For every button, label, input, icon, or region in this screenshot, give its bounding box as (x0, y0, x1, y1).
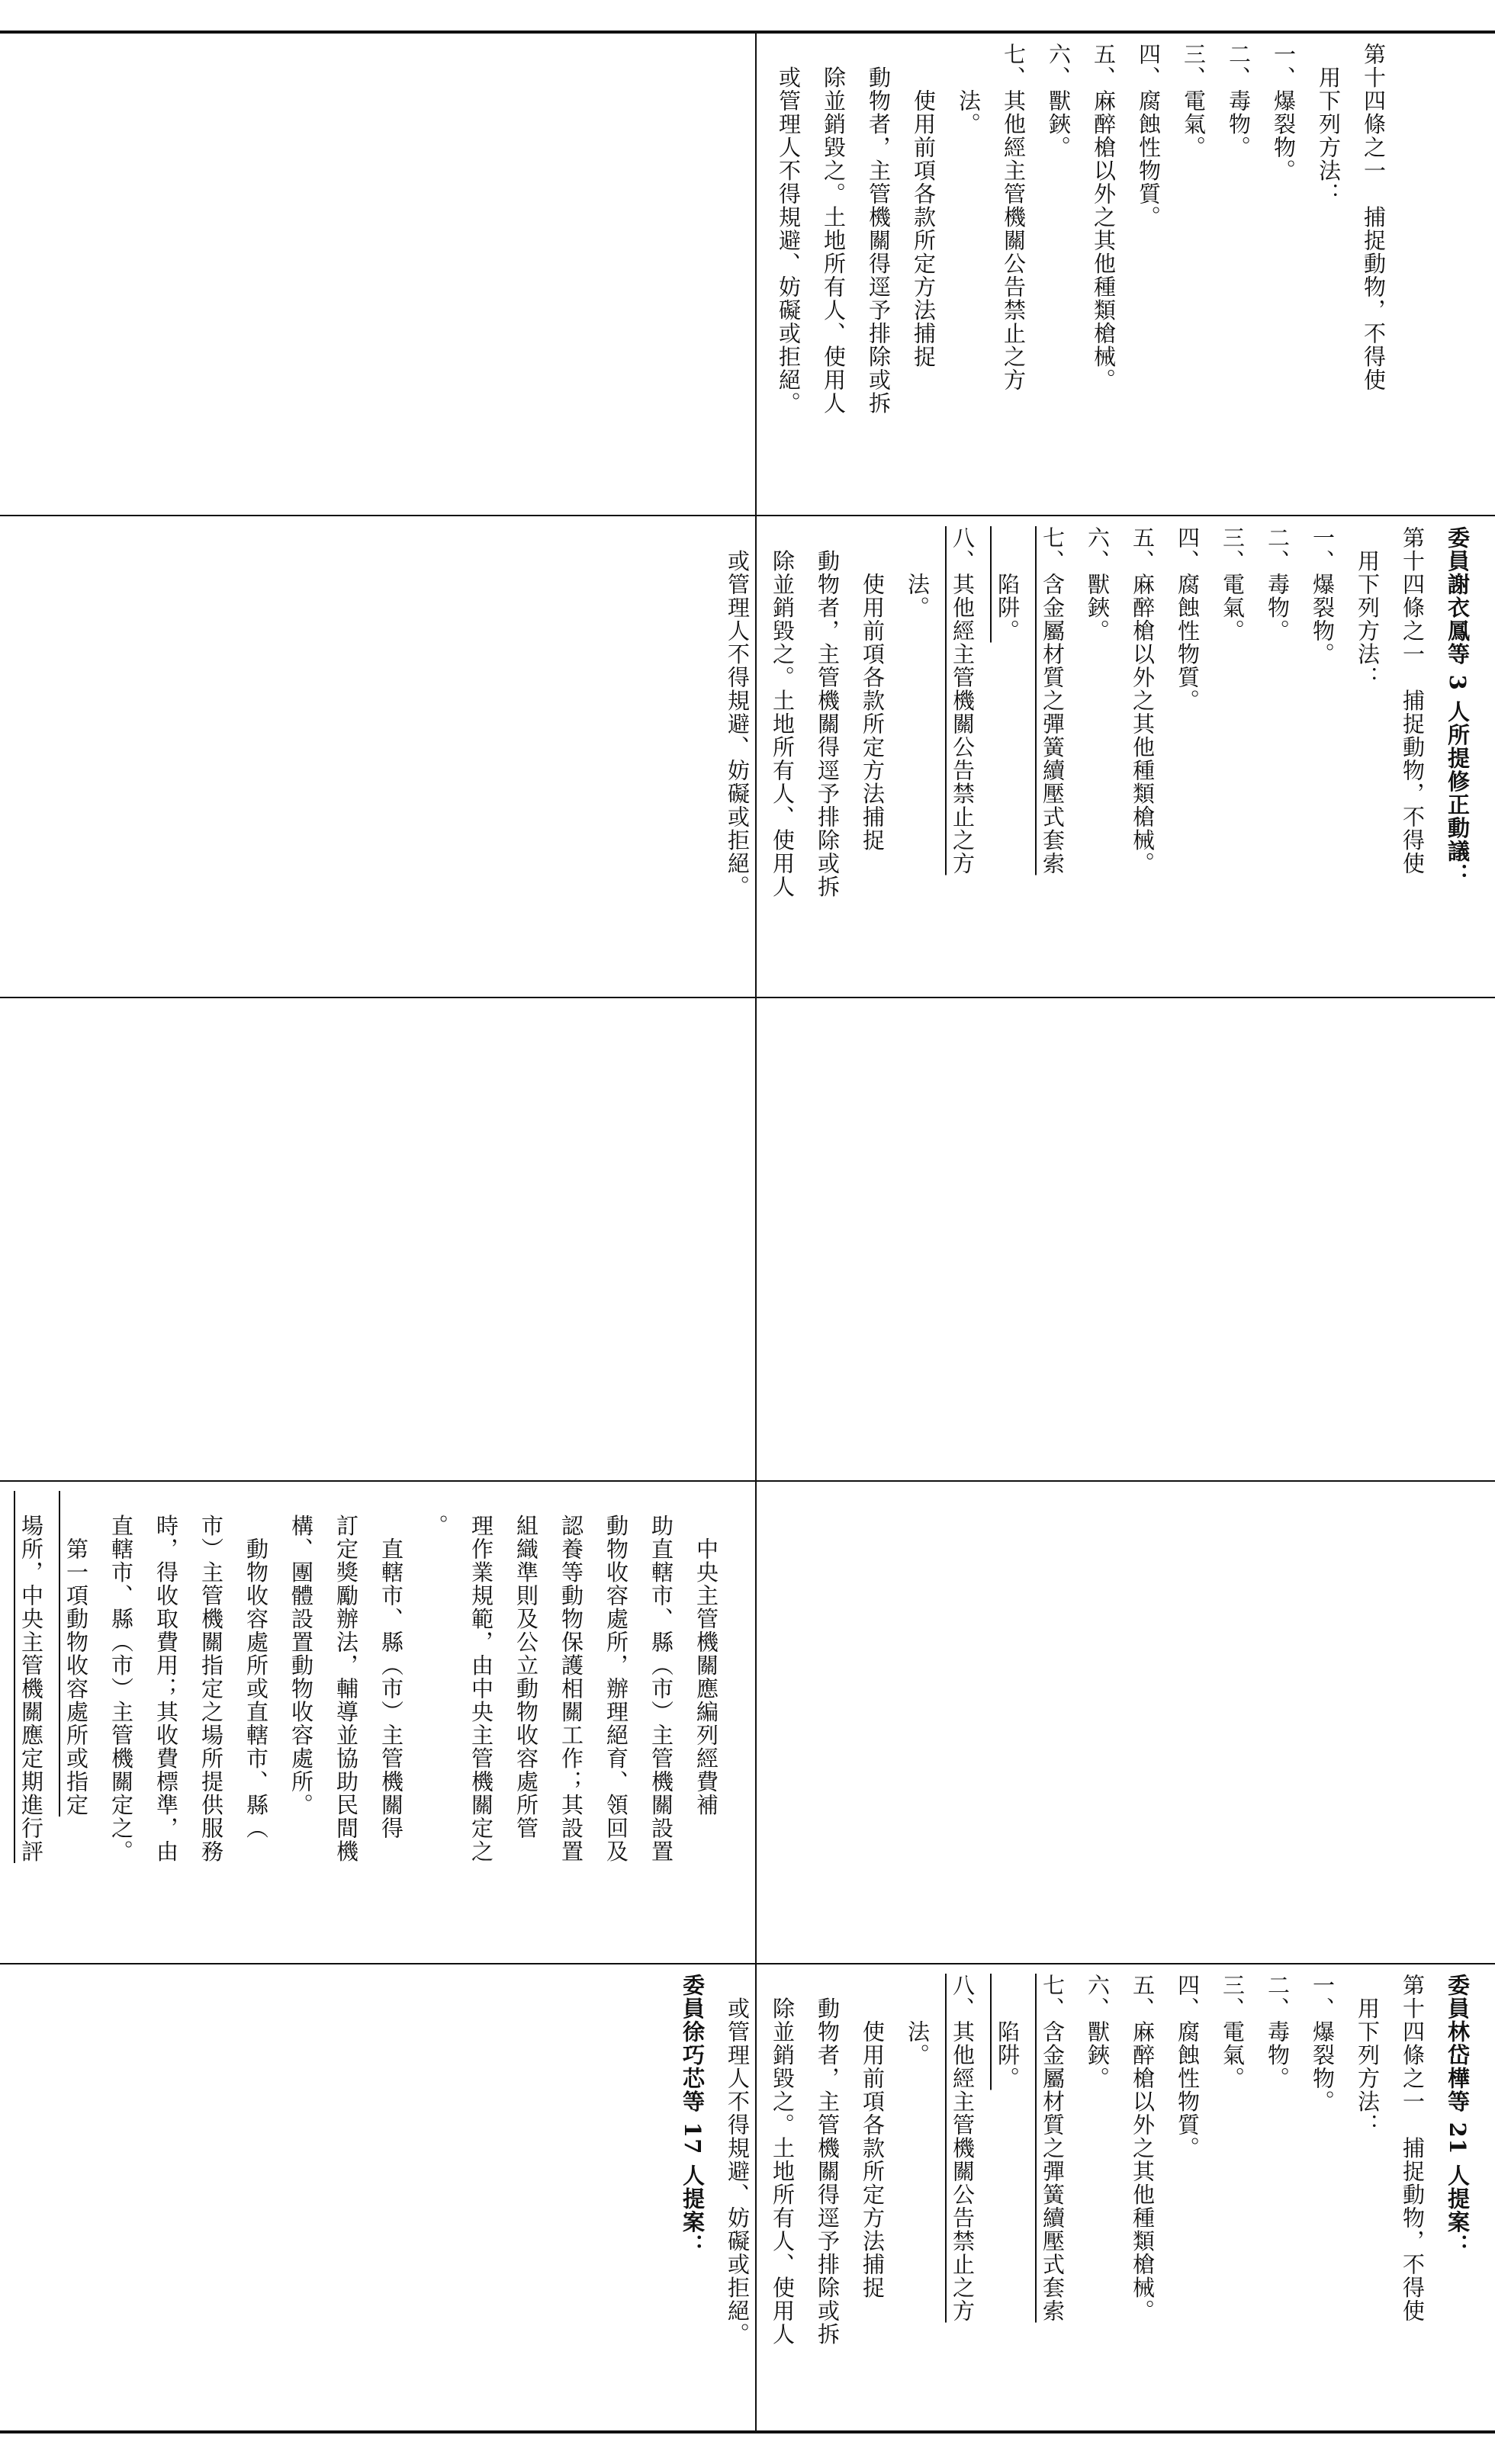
text-line: 除並銷毀之。土地所有人、使用人 (770, 1974, 796, 2346)
text-line: 動物者，主管機關得逕予排除或拆 (815, 526, 841, 898)
rule-row-4 (0, 1963, 1495, 1964)
text-line: 三、電氣。 (1181, 43, 1207, 159)
text-line: 七、其他經主管機關公告禁止之方 (1001, 43, 1027, 392)
rule-top (0, 31, 1495, 34)
text-line: 五、麻醉槍以外之其他種類槍械。 (1091, 43, 1117, 392)
text-line: 。 (423, 1491, 449, 1537)
text-line: 直轄市、縣（市）主管機關定之。 (108, 1491, 134, 1863)
text-line: 中央主管機關應編列經費補 (693, 1491, 719, 1817)
text-line: 動物收容處所，辦理絕育、領回及 (603, 1491, 629, 1863)
text-line: 法。 (905, 526, 931, 619)
text-line: 第十四條之一 捕捉動物，不得使 (1400, 1974, 1426, 2323)
rule-row-1 (0, 515, 1495, 516)
text-line: 法。 (956, 43, 982, 136)
text-line: 三、電氣。 (1220, 1974, 1246, 2090)
text-line: 六、獸鋏。 (1085, 526, 1111, 643)
text-line: 六、獸鋏。 (1085, 1974, 1111, 2090)
text-block-row5-col2 (680, 1974, 1480, 2424)
text-line: 除並銷毀之。土地所有人、使用人 (821, 43, 847, 415)
text-line: 二、毒物。 (1226, 43, 1252, 159)
text-line: 理作業規範，由中央主管機關定之 (468, 1491, 494, 1863)
text-line: 除並銷毀之。土地所有人、使用人 (770, 526, 796, 898)
text-line: 二、毒物。 (1265, 1974, 1291, 2090)
text-line: 動物收容處所或直轄市、縣（ (243, 1491, 269, 1840)
text-line: 一、爆裂物。 (1310, 526, 1336, 666)
text-line: 動物者，主管機關得逕予排除或拆 (866, 43, 892, 415)
text-line: 委員徐巧芯等 17 人提案： (680, 1974, 706, 2257)
text-line: 訂定獎勵辦法，輔導並協助民間機 (333, 1491, 359, 1863)
text-line: 陷阱。 (995, 526, 1021, 643)
text-line: 一、爆裂物。 (1310, 1974, 1336, 2113)
text-line: 法。 (905, 1974, 931, 2067)
text-line: 七、含金屬材質之彈簧續壓式套索 (1040, 526, 1066, 875)
text-line: 五、麻醉槍以外之其他種類槍械。 (1130, 526, 1156, 875)
text-line: 或管理人不得規避、妨礙或拒絕。 (725, 1974, 751, 2346)
text-line: 市）主管機關指定之場所提供服務 (198, 1491, 224, 1863)
text-line: 三、電氣。 (1220, 526, 1246, 643)
text-line: 或管理人不得規避、妨礙或拒絕。 (776, 43, 802, 415)
text-line: 使用前項各款所定方法捕捉 (911, 43, 937, 368)
text-line: 或管理人不得規避、妨礙或拒絕。 (725, 526, 751, 898)
text-line: 用下列方法： (1355, 526, 1381, 689)
text-line: 第一項動物收容處所或指定 (63, 1491, 89, 1817)
text-line: 組織準則及公立動物收容處所管 (513, 1491, 539, 1840)
text-line: 第十四條之一 捕捉動物，不得使 (1400, 526, 1426, 875)
text-line: 第十四條之一 捕捉動物，不得使 (1361, 43, 1387, 392)
text-line: 四、腐蝕性物質。 (1175, 526, 1201, 712)
text-line (0, 1491, 8, 1956)
text-line: 直轄市、縣（市）主管機關得 (378, 1491, 404, 1840)
text-line: 二、毒物。 (1265, 526, 1291, 643)
text-block-row1-col2 (770, 43, 1396, 508)
text-line: 四、腐蝕性物質。 (1136, 43, 1162, 229)
text-line: 一、爆裂物。 (1271, 43, 1297, 182)
rule-row-3 (0, 1480, 1495, 1482)
text-line: 場所，中央主管機關應定期進行評 (18, 1491, 44, 1863)
text-line: 認養等動物保護相關工作；其設置 (558, 1491, 584, 1863)
rule-row-2 (0, 997, 1495, 998)
text-line: 構、團體設置動物收容處所。 (288, 1491, 314, 1817)
text-line: 四、腐蝕性物質。 (1175, 1974, 1201, 2160)
text-line: 八、其他經主管機關公告禁止之方 (950, 1974, 976, 2323)
text-block-row2-col2 (725, 526, 1480, 991)
text-line: 用下列方法： (1316, 43, 1342, 206)
text-line: 委員謝衣鳳等 3 人所提修正動議： (1445, 526, 1471, 886)
text-line: 七、含金屬材質之彈簧續壓式套索 (1040, 1974, 1066, 2323)
text-line: 陷阱。 (995, 1974, 1021, 2090)
text-line: 使用前項各款所定方法捕捉 (860, 1974, 886, 2299)
text-line: 六、獸鋏。 (1046, 43, 1072, 159)
text-line: 用下列方法： (1355, 1974, 1381, 2137)
text-line: 委員林岱樺等 21 人提案： (1445, 1974, 1471, 2257)
text-line: 使用前項各款所定方法捕捉 (860, 526, 886, 852)
text-line: 八、其他經主管機關公告禁止之方 (950, 526, 976, 875)
text-line: 助直轄市、縣（市）主管機關設置 (648, 1491, 674, 1863)
text-line: 動物者，主管機關得逕予排除或拆 (815, 1974, 841, 2346)
rule-bottom (0, 2430, 1495, 2433)
text-line: 五、麻醉槍以外之其他種類槍械。 (1130, 1974, 1156, 2323)
text-block-row4-col1 (15, 1491, 728, 1956)
text-line: 時，得收取費用；其收費標準，由 (153, 1491, 179, 1863)
